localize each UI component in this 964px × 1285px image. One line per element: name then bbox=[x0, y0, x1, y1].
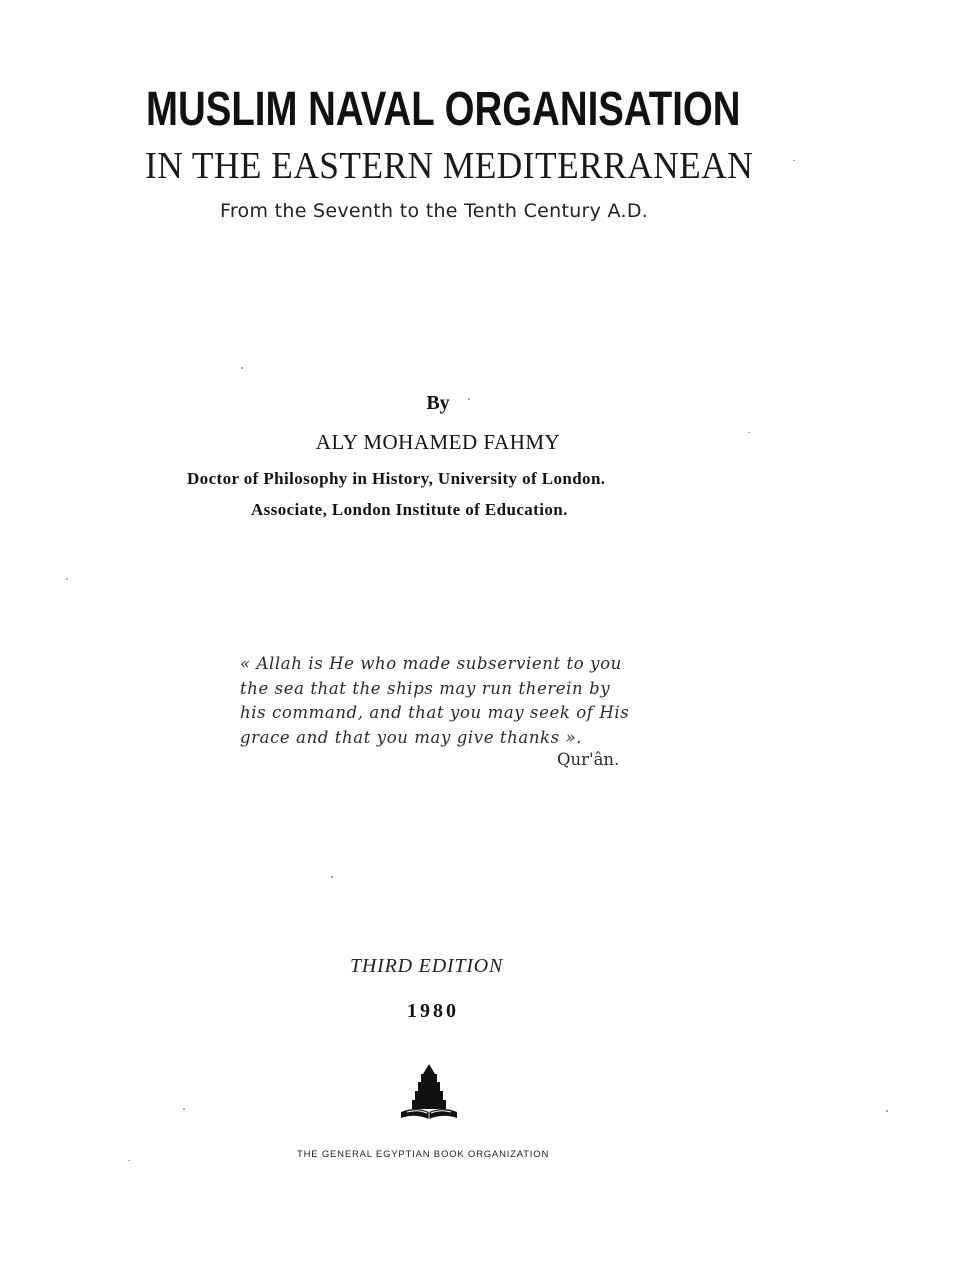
scan-speck bbox=[793, 160, 795, 161]
publisher-logo-icon bbox=[397, 1062, 461, 1126]
scan-speck bbox=[128, 1160, 130, 1161]
epigraph-line: the sea that the ships may run therein by bbox=[240, 678, 611, 698]
scan-speck bbox=[183, 1108, 185, 1110]
author-credential-2: Associate, London Institute of Education. bbox=[251, 500, 568, 519]
publisher-name: THE GENERAL EGYPTIAN BOOK ORGANIZATION bbox=[297, 1149, 550, 1160]
edition-year: 1980 bbox=[407, 1000, 459, 1022]
book-period: From the Seventh to the Tenth Century A.D. bbox=[220, 200, 649, 222]
by-line: By bbox=[426, 392, 450, 414]
scan-speck bbox=[66, 578, 68, 580]
epigraph-line: his command, and that you may seek of His bbox=[240, 703, 630, 722]
scan-speck bbox=[468, 398, 470, 400]
epigraph-line: « Allah is He who made subservient to you bbox=[240, 654, 622, 673]
book-title: MUSLIM NAVAL ORGANISATION bbox=[146, 83, 741, 136]
scan-speck bbox=[886, 1110, 888, 1112]
scan-speck bbox=[331, 876, 333, 878]
scan-speck bbox=[241, 367, 243, 369]
book-subtitle: IN THE EASTERN MEDITERRANEAN bbox=[145, 145, 754, 187]
epigraph-source: Qur'ân. bbox=[557, 750, 620, 769]
author-credential-1: Doctor of Philosophy in History, University of London. bbox=[187, 469, 606, 488]
scan-speck bbox=[748, 432, 750, 433]
epigraph-line: grace and that you may give thanks ». bbox=[240, 727, 583, 747]
epigraph bbox=[240, 652, 650, 750]
author-name: ALY MOHAMED FAHMY bbox=[315, 430, 561, 454]
edition-label: THIRD EDITION bbox=[350, 955, 504, 977]
